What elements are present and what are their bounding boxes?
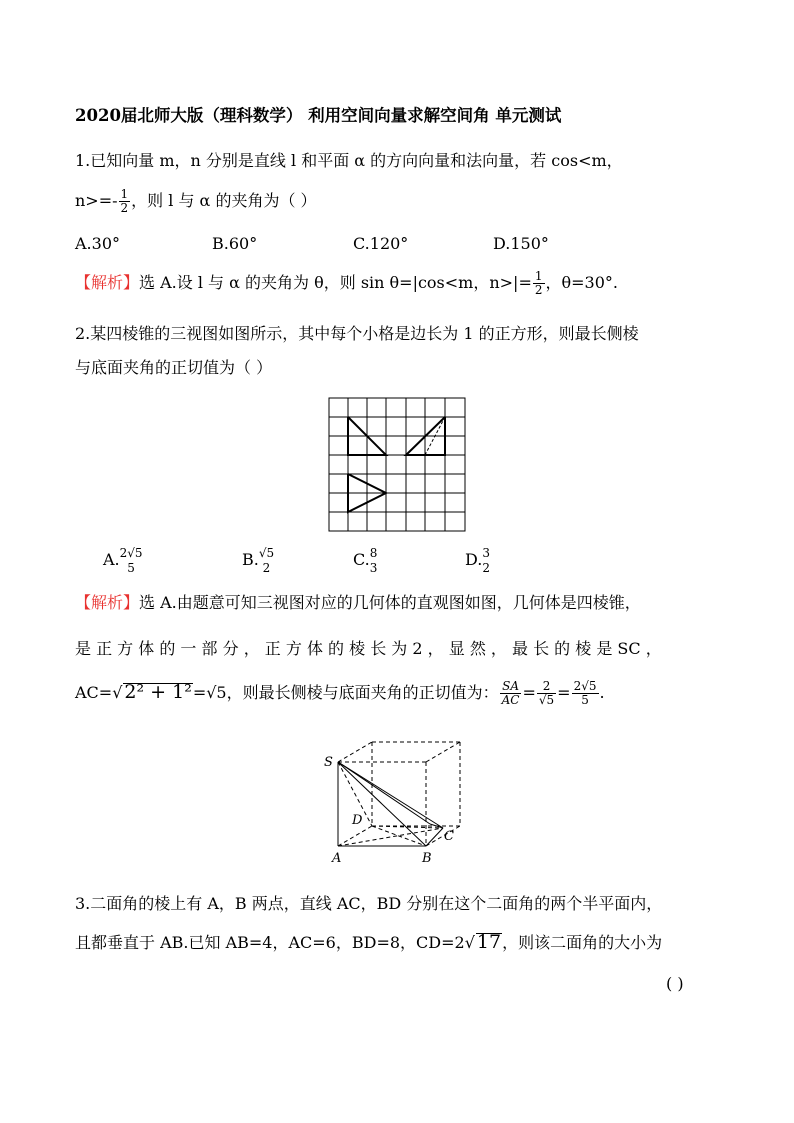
q2-option-b: B. √5 2 (242, 545, 275, 575)
q1-stem-text: n>=- (75, 191, 118, 210)
analysis-tag: 【解析】 (75, 593, 140, 612)
q2-option-a: A. 2√5 5 (103, 545, 143, 575)
q2-option-d: D. 3 2 (465, 545, 490, 575)
q1-fraction: $\frac{1}{2}$ (120, 187, 129, 215)
q2-option-c: C. 8 3 (353, 545, 378, 575)
page-title: 2020届北师大版（理科数学） 利用空间向量求解空间角 单元测试 (75, 106, 562, 125)
q1-option-b: B.60° (212, 234, 258, 253)
q3-answer-paren: ( ) (666, 974, 684, 993)
q2-stem-line1: 2.某四棱锥的三视图如图所示，其中每个小格是边长为 1 的正方形，则最长侧棱 (75, 324, 639, 343)
q2-stem-line2: 与底面夹角的正切值为（ ） (75, 358, 273, 377)
q2-analysis-line2: 是 正 方 体 的 一 部 分 ， 正 方 体 的 棱 长 为 2 ， 显 然 ， 最 长 的 棱 是 SC ， (75, 639, 662, 658)
q1-option-a: A.30° (75, 234, 120, 253)
q1-analysis (75, 268, 618, 298)
q1-analysis-text-2: ，θ=30°. (545, 273, 618, 292)
label-a: A (332, 851, 342, 866)
q1-option-d: D.150° (493, 234, 549, 253)
sqrt-17: 17 (476, 931, 502, 953)
q3-stem-line2: 且都垂直于 AB.已知 AB=4，AC=6，BD=8，CD=2√ 17，则该二面角的大小为 (75, 931, 663, 953)
q2-analysis-line3: AC=√ 2² + 1²=√5，则最长侧棱与底面夹角的正切值为： $\frac{SA}{AC}$ = $\frac{2}{√5}$ = $\frac{2√5}{5}$ . (75, 679, 605, 707)
q2-analysis-line1: 【解析】选 A.由题意可知三视图对应的几何体的直观图如图，几何体是四棱锥， (75, 593, 641, 612)
q1-analysis-text: 选 A.设 l 与 α 的夹角为 θ，则 sin θ=|cos<m，n>|= (139, 273, 532, 292)
q1-stem-line2 (75, 186, 317, 216)
q1-stem-text-2: ，则 l 与 α 的夹角为（ ） (131, 191, 317, 210)
ratio-fraction: $\frac{SA}{AC}$ (501, 679, 520, 707)
analysis-tag: 【解析】 (75, 273, 140, 292)
label-s: S (324, 755, 333, 770)
label-d: D (352, 813, 363, 828)
three-view-grid-figure (328, 397, 466, 532)
q1-analysis-fraction: $\frac{1}{2}$ (534, 269, 543, 297)
q1-option-c: C.120° (353, 234, 409, 253)
cube-pyramid-figure (318, 738, 476, 868)
sqrt-expression: 2² + 1² (124, 681, 192, 703)
q1-stem-line1: 1.已知向量 m，n 分别是直线 l 和平面 α 的方向向量和法向量，若 cos<m， (75, 151, 623, 170)
label-b: B (422, 851, 432, 866)
q3-stem-line1: 3.二面角的棱上有 A，B 两点，直线 AC，BD 分别在这个二面角的两个半平面内， (75, 894, 663, 913)
label-c: C (444, 829, 454, 844)
